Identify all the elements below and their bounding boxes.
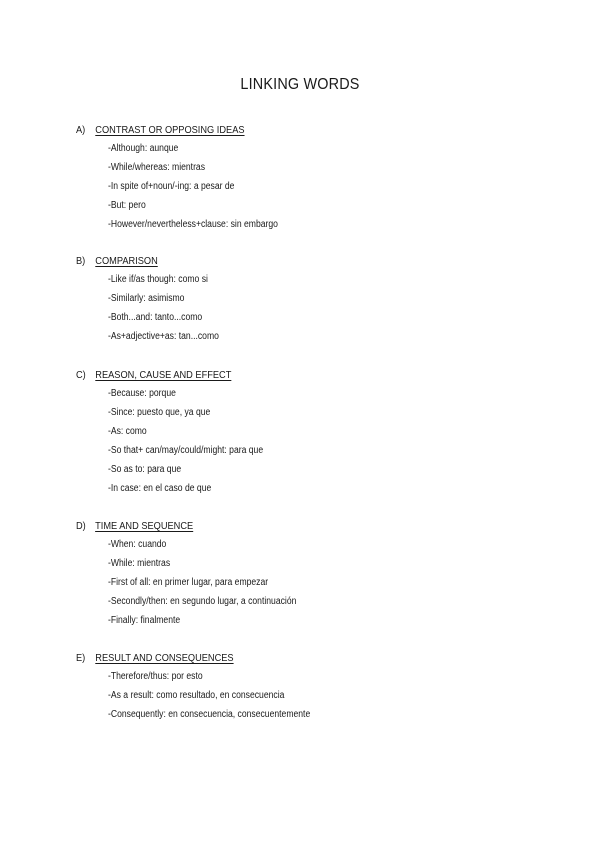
- list-item: -Consequently: en consecuencia, consecuentemente: [108, 709, 311, 720]
- item-list: [76, 139, 556, 234]
- section-letter: B): [76, 255, 86, 267]
- section-letter: C): [76, 369, 86, 381]
- list-item: -Finally: finalmente: [108, 615, 181, 626]
- list-item: -As: como: [108, 426, 147, 437]
- list-item: -So as to: para que: [108, 464, 182, 475]
- section-reason-cause-effect: [76, 366, 556, 498]
- list-item: -Since: puesto que, ya que: [108, 407, 211, 418]
- section-title: REASON, CAUSE AND EFFECT: [95, 369, 232, 381]
- section-result-consequences: [76, 649, 556, 724]
- section-letter: A): [76, 124, 86, 136]
- list-item: -Like if/as though: como si: [108, 274, 208, 285]
- list-item: -However/nevertheless+clause: sin embargo: [108, 219, 278, 230]
- item-list: [76, 270, 556, 346]
- section-letter: E): [76, 652, 86, 664]
- list-item: -Similarly: asimismo: [108, 293, 185, 304]
- section-heading: [76, 252, 498, 270]
- item-list: [76, 535, 556, 630]
- list-item: -Although: aunque: [108, 143, 179, 154]
- section-heading: [76, 649, 498, 667]
- list-item: -But: pero: [108, 200, 146, 211]
- list-item: -Both...and: tanto...como: [108, 312, 203, 323]
- section-heading: [76, 517, 498, 535]
- section-time-sequence: [76, 517, 556, 630]
- section-title: RESULT AND CONSEQUENCES: [95, 652, 234, 664]
- list-item: -So that+ can/may/could/might: para que: [108, 445, 264, 456]
- list-item: -As+adjective+as: tan...como: [108, 331, 219, 342]
- list-item: -First of all: en primer lugar, para empezar: [108, 577, 269, 588]
- section-letter: D): [76, 520, 86, 532]
- section-heading: [76, 121, 498, 139]
- list-item: -Therefore/thus: por esto: [108, 671, 203, 682]
- section-contrast: [76, 121, 556, 234]
- list-item: -While/whereas: mientras: [108, 162, 206, 173]
- list-item: -While: mientras: [108, 558, 171, 569]
- section-title: CONTRAST OR OPPOSING IDEAS: [95, 124, 245, 136]
- list-item: -Because: porque: [108, 388, 176, 399]
- list-item: -In spite of+noun/-ing: a pesar de: [108, 181, 235, 192]
- list-item: -In case: en el caso de que: [108, 483, 212, 494]
- section-title: COMPARISON: [95, 255, 158, 267]
- page-title: LINKING WORDS: [240, 76, 360, 93]
- section-comparison: [76, 252, 556, 346]
- list-item: -When: cuando: [108, 539, 167, 550]
- section-title: TIME AND SEQUENCE: [95, 520, 194, 532]
- item-list: [76, 384, 556, 498]
- section-heading: [76, 366, 498, 384]
- list-item: -As a result: como resultado, en consecuencia: [108, 690, 285, 701]
- item-list: [76, 667, 556, 724]
- list-item: -Secondly/then: en segundo lugar, a continuación: [108, 596, 297, 607]
